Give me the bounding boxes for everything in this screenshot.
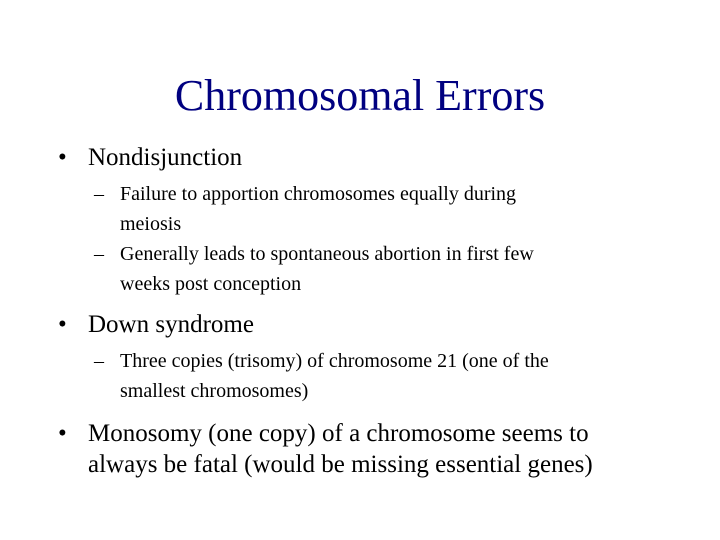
dash-marker: – [94,243,104,265]
sub-list-down-syndrome [94,346,698,406]
sub-bullet-abortion [94,239,698,299]
dash-marker: – [94,183,104,205]
sub-bullet-trisomy [94,346,698,406]
bullet-line: Monosomy (one copy) of a chromosome seems to [88,420,589,447]
sub-bullet-line: weeks post conception [120,273,302,295]
bullet-text: Nondisjunction [88,144,243,171]
bullet-line: always be fatal (would be missing essential genes) [88,451,593,478]
sub-bullet-failure [94,179,698,239]
sub-bullet-line: Failure to apportion chromosomes equally during [120,183,517,205]
sub-bullet-line: Generally leads to spontaneous abortion in first few [120,243,534,265]
slide-content [58,142,698,480]
bullet-nondisjunction [58,142,698,173]
slide-title: Chromosomal Errors [174,71,546,120]
bullet-down-syndrome [58,309,698,340]
bullet-marker: • [58,311,67,338]
sub-list-nondisjunction [94,179,698,299]
sub-bullet-line: meiosis [120,213,182,235]
bullet-text: Down syndrome [88,311,254,338]
sub-bullet-line: smallest chromosomes) [120,380,309,402]
bullet-marker: • [58,420,67,447]
bullet-marker: • [58,144,67,171]
dash-marker: – [94,350,104,372]
bullet-monosomy [58,418,698,480]
sub-bullet-line: Three copies (trisomy) of chromosome 21 (one of the [120,350,549,372]
